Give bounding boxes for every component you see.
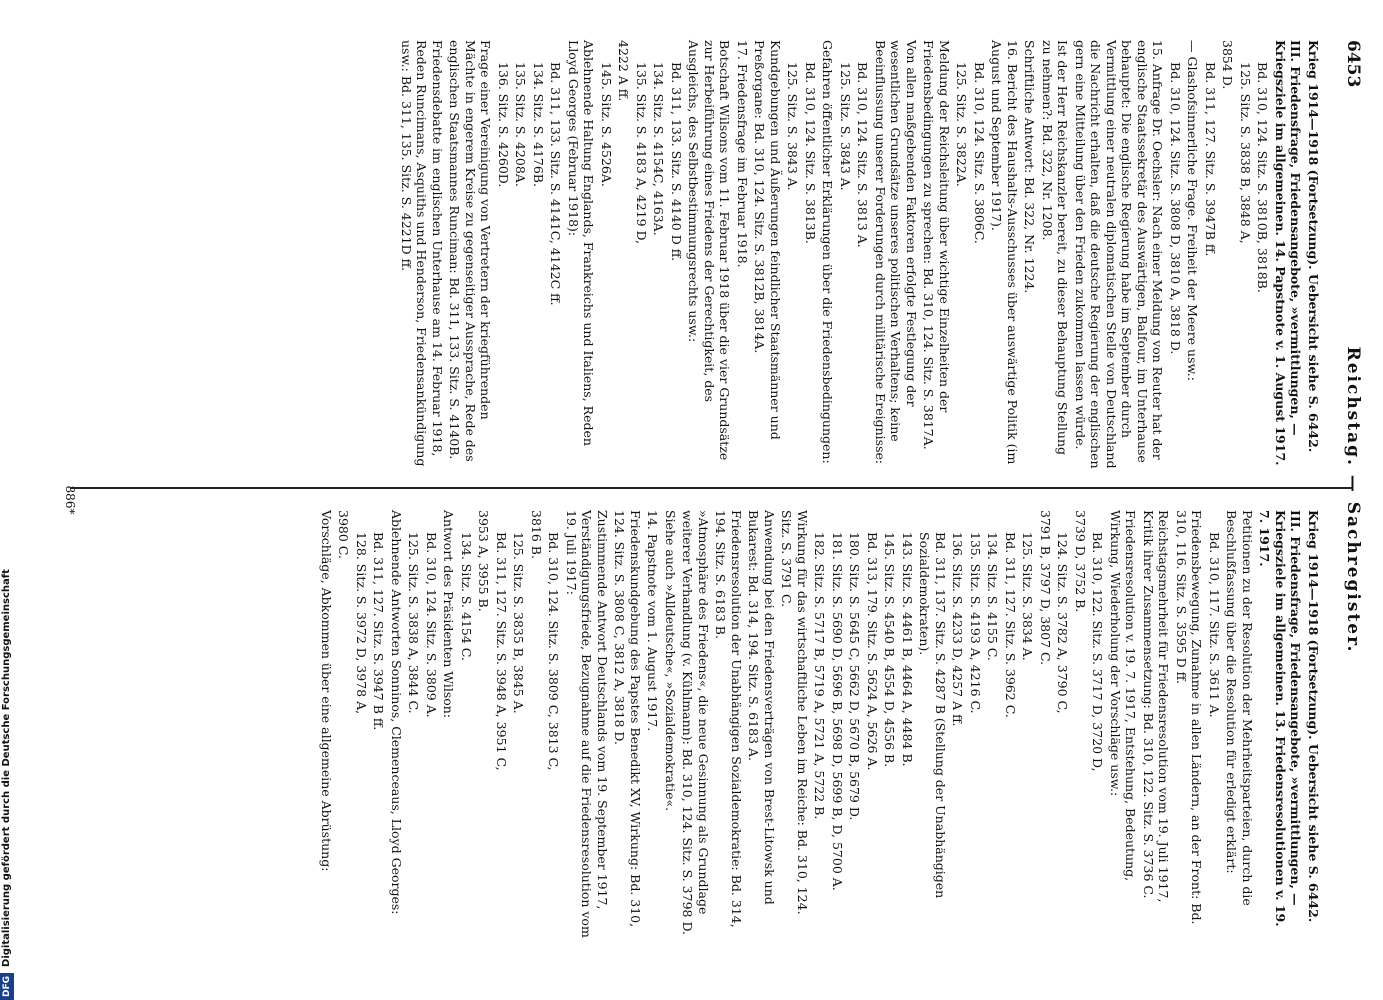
register-line: Bd. 310, 124. Sitz. S. 3810B, 3818B. [1255, 62, 1271, 293]
register-line: 143. Sitz. S. 4461 B, 4464 A, 4484 B. [900, 532, 915, 767]
register-line: 145. Sitz. S. 4526A. [599, 62, 614, 187]
register-line: 134. Sitz. S. 4154C, 4163A. [651, 62, 667, 236]
register-line: 3791 B, 3797 D, 3807 C. [1038, 510, 1053, 666]
register-line: Bd. 310, 124. Sitz. S. 3813B. [803, 62, 818, 244]
register-line: Bd. 311, 127. Sitz. S. 3947B ff. [1203, 62, 1218, 257]
register-line: »Atmosphäre des Friedens«, die neue Gesinnung als Grundlage weiterer Verhandlung (v. Kühlmann): Bd. 310, 124. Sitz. S. 3798 D. [680, 510, 711, 936]
register-line: 125. Sitz. S. 3835 B, 3845 A. [511, 532, 527, 714]
register-line: III. Friedensfrage, Friedensangebote, »vermittlungen, — Kriegsziele im allgemeinen. 13. Friedensresolutionen v. 19. 7. 1917. [1257, 510, 1304, 927]
footer-marker: 886* [63, 485, 77, 515]
register-line: III. Friedensfrage, Friedensangebote, »vermittlungen, — Kriegsziele im allgemeinen. 14. Papstnote v. 1. August 1917. [1273, 40, 1304, 466]
register-line: Krieg 1914—1918 (Fortsetzung). Uebersicht siehe S. 6442. [1306, 40, 1321, 453]
register-line: Wirkung für das wirtschaftliche Leben im Reiche: Bd. 310, 124. Sitz. S. 3791 C. [779, 510, 810, 915]
register-line: Frage einer Vereinigung von Vertretern der kriegführenden Mächte in engerem Kreise zu gegenseitiger Aussprache, Rede des englischen Staatsmannes Runciman: Bd. 311, 133. Sitz. S. 4140B. [447, 40, 494, 462]
register-line: Bd. 310, 124. Sitz. S. 3808 D, 3810 A, 3818 D. [1168, 62, 1183, 355]
register-line: 136. Sitz. S. 4260D. [496, 62, 511, 188]
register-line: Botschaft Wilsons vom 11. Februar 1918 über die vier Grundsätze zur Herbeiführung eines Friedens der Gerechtigkeit, des Ausgleichs, des Selbstbestimmungsrechts usw.: [686, 40, 733, 461]
register-line: Friedensdebatte im englischen Unterhause am 14. Februar 1918, Reden Runcimans, Asquiths und Henderson, Friedensankündigung usw.: Bd. 311, 135. Sitz. S. 4221D ff. [399, 40, 445, 467]
register-line: Bd. 310, 124. Sitz. S. 3809 A. [424, 532, 439, 718]
funding-note [0, 0, 14, 1000]
register-line: 181. Sitz. S. 5690 D, 5696 B, 5698 D, 5699 B, D, 5700 A. [830, 532, 845, 891]
page-number-left: 6453 [1343, 40, 1363, 88]
register-line: Siehe auch »Alldeutsche«, »Sozialdemokratie«. [663, 510, 678, 812]
register-line: Vorschläge, Abkommen über eine allgemeine Abrüstung: [319, 510, 334, 872]
register-line: Bd. 311, 133. Sitz. S. 4140 D ff. [669, 62, 684, 262]
register-line: Friedensresolution der Unabhängigen Sozialdemokratie: Bd. 314, 194. Sitz. S. 6183 B. [713, 510, 744, 928]
register-line: 14. Papstnote vom 1. August 1917. [645, 510, 661, 732]
register-line: 16. Bericht des Haushalts-Ausschusses über auswärtige Politik (im August und September 1917). [989, 40, 1020, 465]
register-line: Bd. 313, 179. Sitz. S. 5624 A, 5626 A. [865, 532, 880, 771]
page-header [1335, 40, 1363, 960]
register-line: 125. Sitz. S. 3838 A, 3844 C. [406, 532, 422, 714]
register-line: Bd. 310, 124. Sitz. S. 3806C. [972, 62, 987, 244]
register-line: — Glashofsinnerliche Frage. Freiheit der Meere usw.: [1185, 40, 1201, 381]
register-line: 145. Sitz. S. 4540 B, 4554 D, 4556 B. [882, 532, 898, 768]
register-line: Gefahren öffentlicher Erklärungen über die Friedensbedingungen: [820, 40, 836, 464]
register-line: Bd. 311, 133. Sitz. S. 4141C, 4142C ff. [548, 62, 564, 306]
register-line: 134. Sitz. S. 4176B. [531, 62, 546, 187]
register-line: Bd. 311, 127. Sitz. S. 3962 C. [1003, 532, 1018, 718]
register-line: Petitionen zu der Resolution der Mehrheitsparteien, durch die Beschlußfassung über die Resolution für erledigt erklärt: [1224, 510, 1255, 906]
register-line: 135. Sitz. S. 4193 A, 4216 C. [968, 532, 983, 714]
register-line: Von allen maßgebenden Faktoren erfolgte Festlegung der wesentlichen Grundsätze unseres politischen Verhaltens; keine Beeinflussung unserer Forderungen durch militärische Ereignisse: [873, 40, 919, 465]
register-line: 3953 A, 3955 B. [476, 510, 492, 612]
register-line: Meldung der Reichsleitung über wichtige Einzelheiten der Friedensbedingungen zu sprechen: Bd. 310, 124. Sitz. S. 3817A. [921, 40, 952, 450]
register-line: 125. Sitz. S. 3843 A. [785, 62, 801, 191]
register-line: 125. Sitz. S. 3834 A. [1020, 532, 1036, 661]
register-line: Bd. 310, 122. Sitz. S. 3717 D, 3720 D, [1090, 532, 1106, 772]
register-line: 17. Friedensfrage im Februar 1918. [735, 40, 750, 268]
register-line: Bd. 310, 124. Sitz. S. 3813 A. [855, 62, 871, 248]
register-line: 136. Sitz. S. 4233 D, 4257 A ff. [950, 532, 966, 727]
register-line: Ablehnende Haltung Englands, Frankreichs und Italiens, Reden Lloyd Georges (Februar 1918): [566, 40, 597, 446]
register-line: Friedensbewegung, Zunahme in allen Ländern, an der Front: Bd. 310, 116. Sitz. S. 3595 D ff. [1174, 510, 1205, 925]
register-line: 15. Anfrage Dr. Oechsler: Nach einer Meldung von Reuter hat der englische Staatssekretär des Auswärtigen, Balfour, im Unterhause behauptet: Die englische Regierung habe im September durch Vermittlung einer neutralen diplomatischen Stelle von Deutschland die Nachricht erhalten, daß die deutsche Regierung der englischen gern eine Mitteilung über den Frieden zukommen lassen würde. [1073, 40, 1166, 469]
register-line: 3739 D, 3752 B. [1073, 510, 1088, 613]
register-line: 135. Sitz. S. 4208A. [513, 62, 529, 187]
register-line: 124. Sitz. S. 3782 A, 3790 C, [1055, 532, 1071, 714]
register-line: Bd. 310, 117. Sitz. S. 3611 A. [1207, 532, 1222, 718]
register-line: 3980 C. [336, 510, 352, 559]
register-line: Kundgebungen und Äußerungen feindlicher Staatsmänner und Preßorgane: Bd. 310, 124. Sitz. S. 3812B, 3814A. [752, 40, 783, 440]
register-line: Bd. 311, 137. Sitz. S. 4287 B (Stellung der Unabhängigen Sozialdemokraten). [917, 532, 948, 899]
register-line: Bd. 311, 127. Sitz. S. 3948 A, 3951 C, [494, 532, 509, 771]
register-line: 125. Sitz. S. 3838 B, 3848 A, [1238, 62, 1253, 244]
register-line: Bd. 311, 127. Sitz. S. 3947 B ff. [371, 532, 387, 731]
register-line: 125. Sitz. S. 3822A. [954, 62, 970, 187]
page-title: Reichstag. — Sachregister. [1343, 346, 1363, 654]
register-page [63, 0, 1383, 1000]
register-line: Ablehnende Antworten Sonninos, Clemenceaus, Lloyd Georges: [389, 510, 404, 915]
register-line: 134. Sitz. S. 4154 C. [459, 532, 474, 661]
register-line: Zustimmende Antwort Deutschlands vom 19. September 1917, Verständigungsfriede, Bezugnahme auf die Friedensresolution vom 19. Juli 1917: [564, 510, 610, 938]
register-line: 3816 B. [529, 510, 544, 559]
register-line: Bd. 310, 124. Sitz. S. 3809 C, 3813 C, [546, 532, 562, 771]
register-line: Reichstagsmehrheit für Friedensresolution vom 19. Juli 1917, Kritik ihrer Zusammensetzung: Bd. 310, 122. Sitz. S. 3736 C. [1141, 510, 1172, 903]
register-line: 125. Sitz. S. 3843 A. [838, 62, 853, 191]
register-line: Anwendung bei den Friedensverträgen von Brest-Litowsk und Bukarest: Bd. 314, 194. Sitz. S. 6183 A. [746, 510, 777, 905]
register-line: Antwort des Präsidenten Wilson: [441, 510, 457, 719]
register-line: Friedensresolution v. 19. 7. 1917, Entstehung, Bedeutung, Wirkung, Wiederholung der Vorschläge usw.: [1108, 510, 1139, 882]
register-line: 128. Sitz. S. 3972 D, 3978 A, [354, 532, 369, 715]
register-line: Krieg 1914—1918 (Fortsetzung). Uebersicht siehe S. 6442. [1306, 510, 1321, 923]
register-line: Ist der Herr Reichskanzler bereit, zu dieser Behauptung Stellung zu nehmen?: Bd. 322, Nr. 1208. [1040, 40, 1071, 456]
register-line: 3854 D. [1220, 40, 1236, 90]
register-line: Schriftliche Antwort: Bd. 322, Nr. 1224. [1022, 40, 1038, 294]
register-line: Friedenskundgebung des Papstes Benedikt XV, Wirkung: Bd. 310, 124. Sitz. S. 3808 C, 3812 A, 3818 D. [612, 510, 643, 928]
register-line: 180. Sitz. S. 5645 C, 5662 D, 5670 B, 5679 D. [847, 532, 863, 821]
column-right [397, 40, 1322, 470]
dfg-logo: DFG [0, 973, 14, 1000]
funding-note-text: Digitalisierung gefördert durch die Deutsche Forschungsgemeinschaft [1, 569, 12, 967]
column-left [317, 510, 1322, 940]
register-line: 134. Sitz. S. 4155 C. [985, 532, 1001, 661]
column-rule [70, 487, 1353, 489]
register-line: 182. Sitz. S. 5717 B, 5719 A, 5721 A, 5722 B. [812, 532, 828, 820]
register-line: 4222 A ff. [616, 40, 632, 102]
register-line: 135. Sitz. S. 4183 A, 4219 D, [634, 62, 649, 245]
